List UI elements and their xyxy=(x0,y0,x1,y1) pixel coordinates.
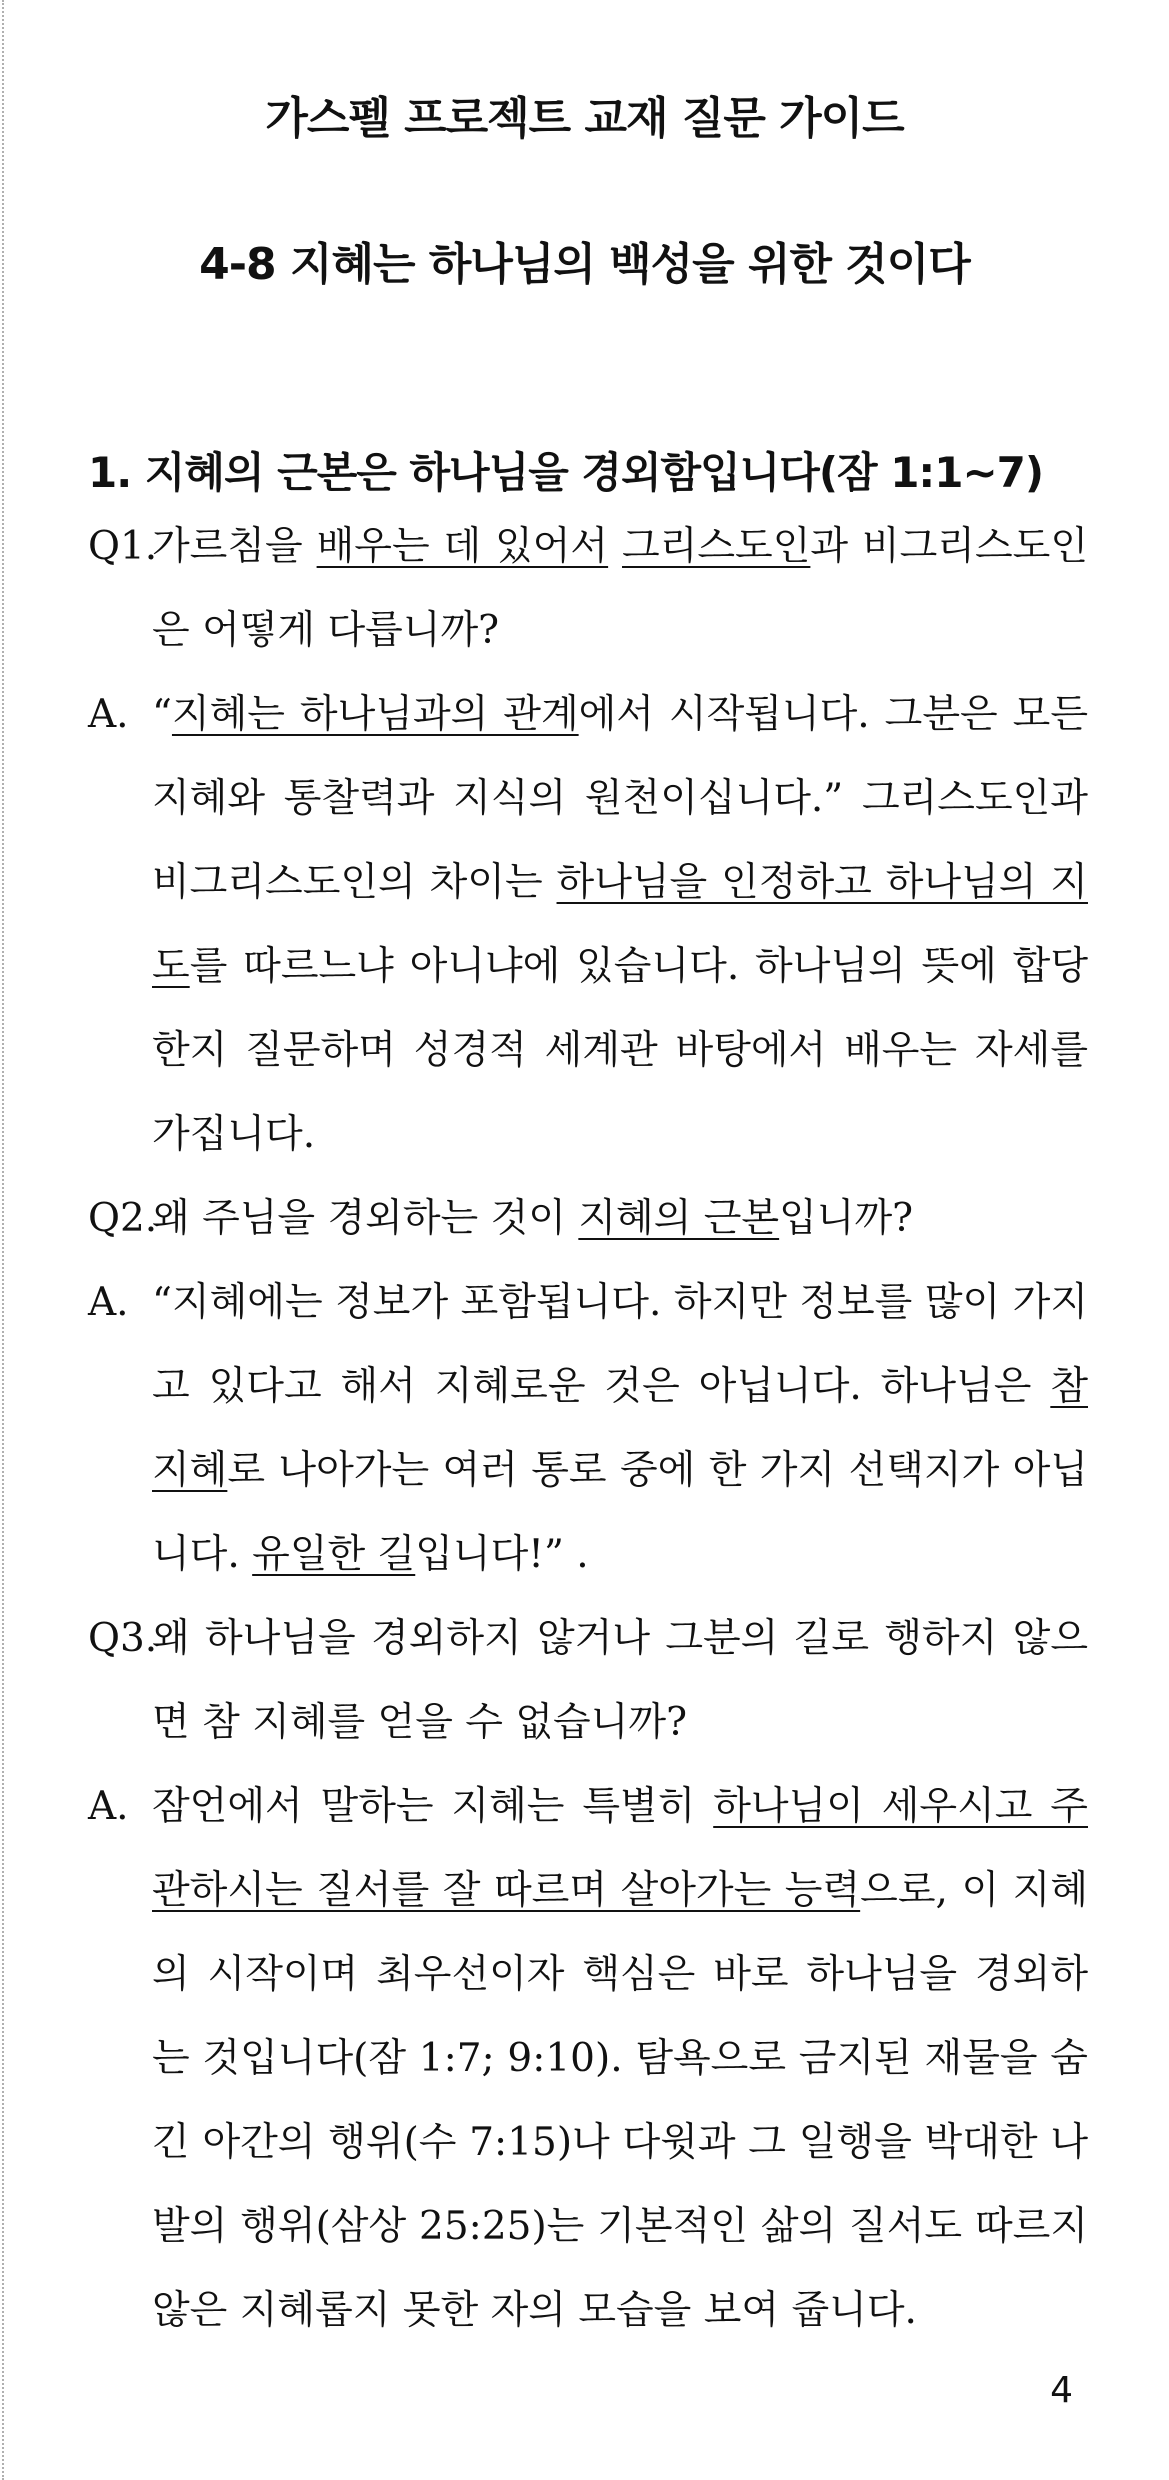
underlined-phrase: 하나님이 세우시고 주관하시는 질서를 잘 따르며 살아가는 능력 xyxy=(152,1784,1088,1913)
text-segment: 왜 주님을 경외하는 것이 xyxy=(152,1196,579,1241)
answer-item xyxy=(88,1765,1088,2353)
answer-label: A. xyxy=(88,692,129,737)
answer-text xyxy=(152,692,1088,1157)
underlined-phrase: 배우는 데 있어서 xyxy=(316,524,609,569)
underlined-phrase: 하나님을 인정하고 하나님의 지도 xyxy=(152,860,1088,989)
question-item xyxy=(88,505,1088,673)
question-item xyxy=(88,1597,1088,1765)
answer-text xyxy=(152,1280,1088,1577)
text-segment: 를 따르느냐 아니냐에 있습니다. 하나님의 뜻에 합당한지 질문하며 성경적 세계관 바탕에서 배우는 자세를 가집니다. xyxy=(152,944,1088,1157)
question-item xyxy=(88,1177,1088,1261)
text-segment: 가르침을 xyxy=(152,524,317,569)
question-text xyxy=(152,1616,1088,1745)
text-segment: 왜 하나님을 경외하지 않거나 그분의 길로 행하지 않으면 참 지혜를 얻을 수 없습니까? xyxy=(152,1616,1088,1745)
text-segment xyxy=(608,524,622,569)
text-segment: 입니까? xyxy=(779,1196,914,1241)
question-label: Q1. xyxy=(88,524,158,569)
underlined-phrase: 지혜는 하나님과의 관계 xyxy=(171,692,579,737)
question-label: Q2. xyxy=(88,1196,158,1241)
text-segment: 에서 시작됩니다. 그분은 모든 지혜와 통찰력과 지식의 원천이십니다.” 그리스도인과 비그리스도인의 차이는 xyxy=(152,692,1088,905)
answer-label: A. xyxy=(88,1784,129,1829)
text-segment: 잠언에서 말하는 지혜는 특별히 xyxy=(152,1784,714,1829)
lesson-title: 4-8 지혜는 하나님의 백성을 위한 것이다 xyxy=(199,239,970,290)
answer-text xyxy=(152,1784,1088,2333)
section-heading: 1. 지혜의 근본은 하나님을 경외함입니다(잠 1:1~7) xyxy=(88,448,1044,497)
text-segment: 입니다!” . xyxy=(415,1532,589,1577)
text-segment: 과 비그리스도인은 어떻게 다릅니까? xyxy=(152,524,1089,653)
text-segment: “ xyxy=(152,692,172,737)
text-segment: 로 나아가는 여러 통로 중에 한 가지 선택지가 아닙니다. xyxy=(152,1448,1088,1577)
question-text xyxy=(152,524,1088,653)
qa-list xyxy=(88,505,1088,2353)
document-title: 가스펠 프로젝트 교재 질문 가이드 xyxy=(265,93,904,144)
page-number: 4 xyxy=(1050,2370,1073,2411)
underlined-phrase: 지혜의 근본 xyxy=(578,1196,780,1241)
answer-item xyxy=(88,673,1088,1177)
underlined-phrase: 유일한 길 xyxy=(252,1532,416,1577)
question-label: Q3. xyxy=(88,1616,158,1661)
answer-item xyxy=(88,1261,1088,1597)
page-left-border xyxy=(2,0,5,2480)
answer-label: A. xyxy=(88,1280,129,1325)
text-segment: 으로, 이 지혜의 시작이며 최우선이자 핵심은 바로 하나님을 경외하는 것입니다(잠 1:7; 9:10). 탐욕으로 금지된 재물을 숨긴 아간의 행위(수 7:15)나 다윗과 그 일행을 박대한 나발의 행위(삼상 25:25)는 기본적인 삶의 질서도 따르지 않은 지혜롭지 못한 자의 모습을 보여 줍니다. xyxy=(152,1868,1088,2333)
underlined-phrase: 참 지혜 xyxy=(152,1364,1088,1493)
text-segment: “지혜에는 정보가 포함됩니다. 하지만 정보를 많이 가지고 있다고 해서 지혜로운 것은 아닙니다. 하나님은 xyxy=(152,1280,1088,1409)
question-text xyxy=(152,1196,913,1241)
underlined-phrase: 그리스도인 xyxy=(622,524,811,569)
